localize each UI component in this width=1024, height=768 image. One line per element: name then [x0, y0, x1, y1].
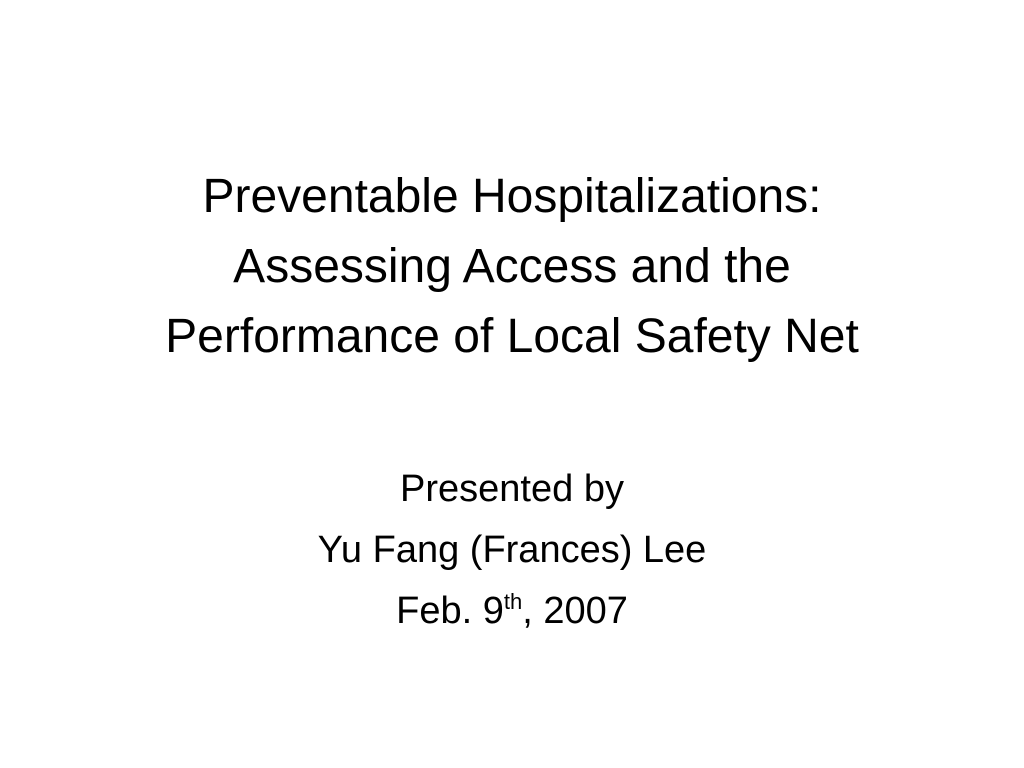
date-prefix: Feb. 9 [396, 590, 504, 632]
slide-title [60, 162, 964, 372]
title-line-1: Preventable Hospitalizations: [202, 170, 822, 223]
date-ordinal-suffix: th [503, 589, 523, 614]
slide-subtitle [112, 459, 912, 642]
title-line-2: Assessing Access and the [233, 240, 791, 293]
presentation-date [112, 581, 912, 642]
presenter-name: Yu Fang (Frances) Lee [317, 529, 707, 571]
title-line-3: Performance of Local Safety Net [165, 310, 859, 363]
date-year: , 2007 [522, 590, 628, 632]
presented-by-text: Presented by [400, 468, 624, 510]
